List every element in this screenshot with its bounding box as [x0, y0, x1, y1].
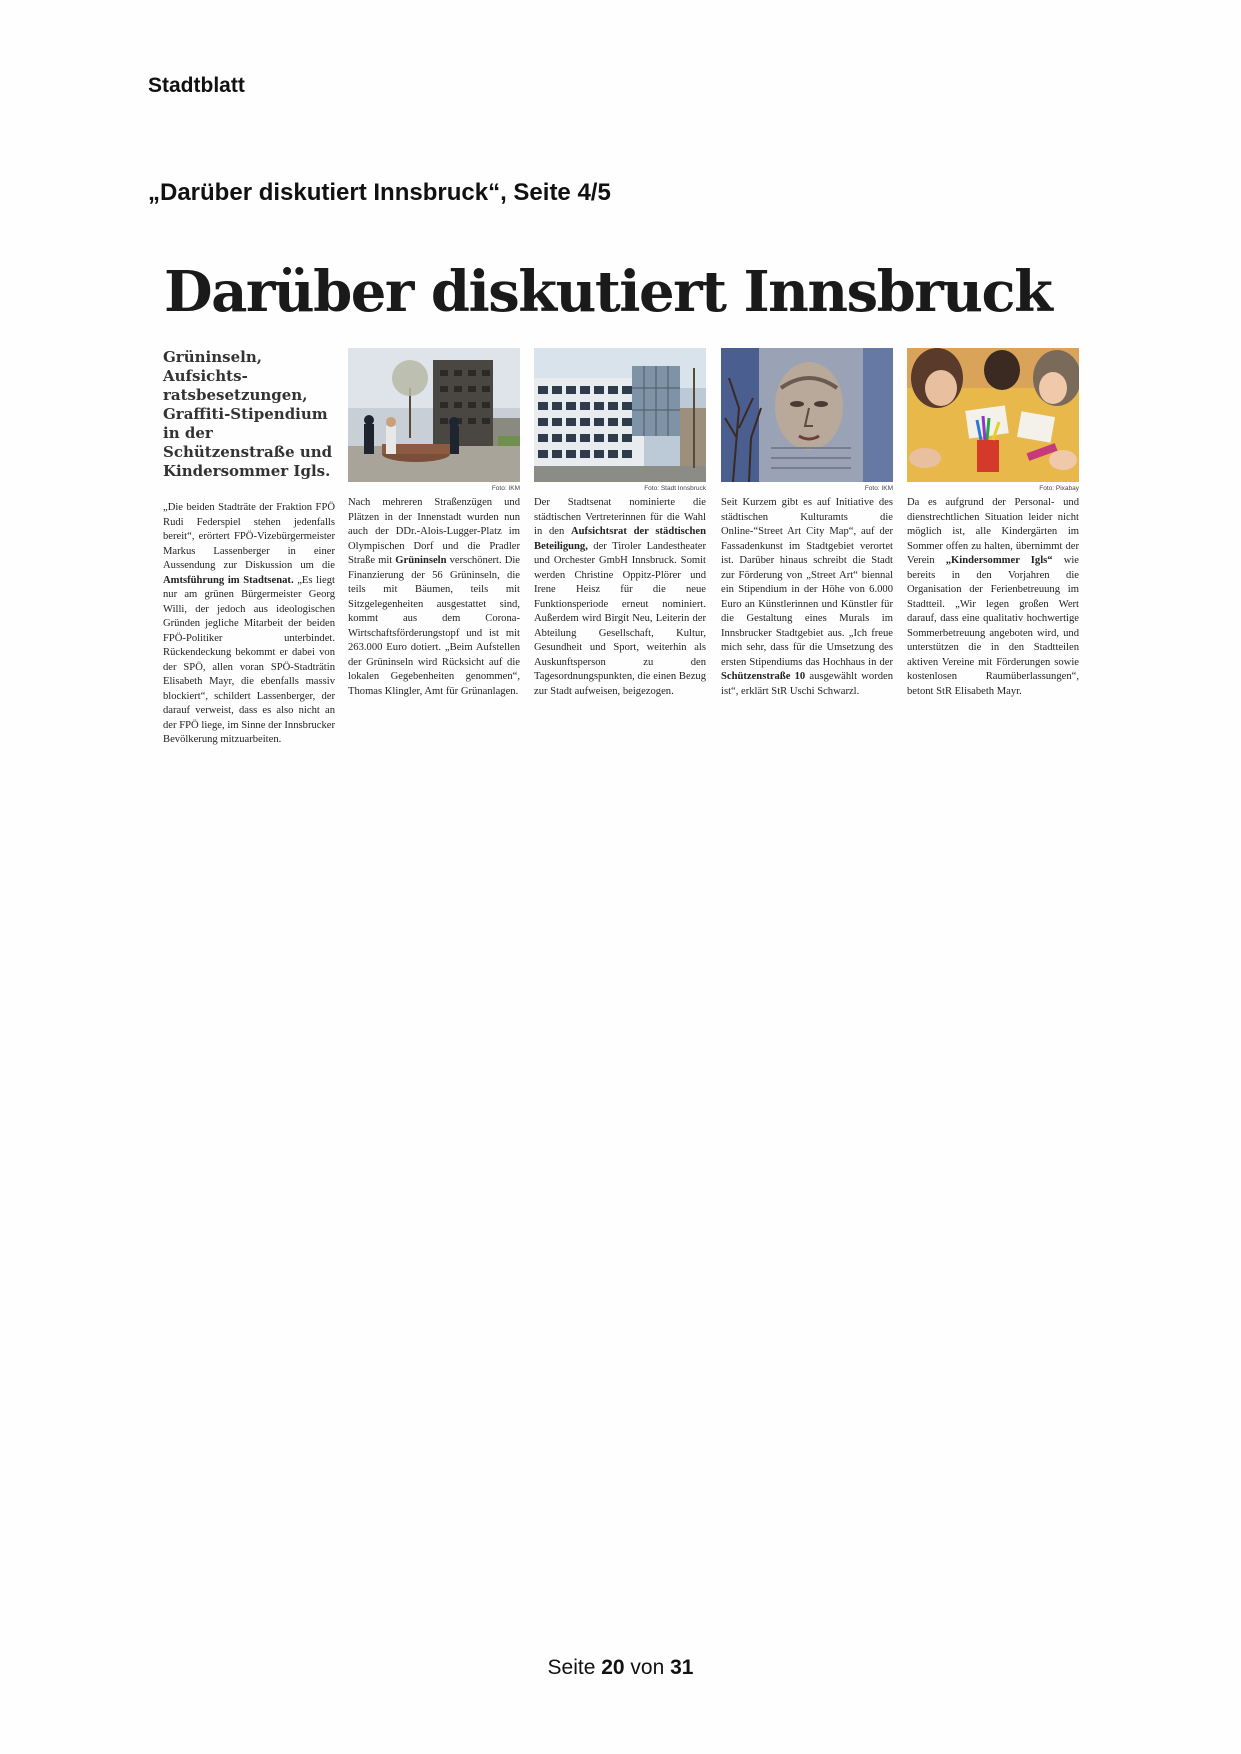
- newspaper-clipping: [158, 259, 1081, 745]
- article-headline: Darüber diskutiert Innsbruck: [164, 259, 1052, 325]
- photo-children-drawing: [907, 348, 1079, 482]
- article-column-1: [163, 348, 335, 745]
- photo-credit: Foto: IKM: [864, 485, 893, 492]
- photo-credit: Foto: Stadt Innsbruck: [644, 485, 706, 492]
- article-column-4: [721, 348, 893, 736]
- column-1-text: „Die beiden Stadträte der Fraktion FPÖ Rudi Federspiel stehen jedenfalls bereit“, erörtert FPÖ-Vizebürgermeister Markus Lassenberger in einer Aussendung zur Diskussion um die Amtsführung im Stadtsenat. „Es liegt nur am grünen Bürgermeister Georg Willi, der jedoch aus ideologischen Gründen jegliche Mitarbeit der beiden FPÖ-Politiker unterbindet. Rückendeckung bekommt er dabei von der SPÖ, allen voran SPÖ-Stadträtin Elisabeth Mayr, die ebenfalls massiv blockiert“, schildert Lassenberger, der darauf verweist, dass es also nicht an der FPÖ liege, im Sinne der Innsbrucker Bevölkerung mitzuarbeiten.: [163, 502, 335, 745]
- column-4-text: Seit Kurzem gibt es auf Initiative des städtischen Kulturamts die Online-“Street Art City Map“, auf der Fassadenkunst im Stadtgebiet verortet ist. Darüber hinaus schreibt die Stadt zur Förderung von „Street Art“ biennal ein Stipendium in der Höhe von 6.000 Euro an Künstlerinnen und Künstler für die Gestaltung eines Murals im Innsbrucker Stadtgebiet aus. „Ich freue mich sehr, dass für die Umsetzung des ersten Stipendiums das Hochhaus in der Schützenstraße 10 ausgewählt worden ist“, erklärt StR Uschi Schwarzl.: [721, 497, 893, 697]
- column-5-text: Da es aufgrund der Personal- und dienstrechtlichen Situation leider nicht möglich ist, alle Kindergärten im Sommer offen zu halten, übernimmt der Verein „Kindersommer Igls“ wie bereits in den Vorjahren die Organisation der Ferienbetreuung im Stadtteil. „Wir legen großen Wert darauf, dass eine qualitativ hochwertige Sommerbetreuung angeboten wird, und unterstützen die in den Stadtteilen aktiven Vereine mit Förderungen sowie kostenlosen Raumüberlassungen“, betont StR Elisabeth Mayr.: [907, 497, 1079, 697]
- column-2-text: Nach mehreren Straßenzügen und Plätzen in der Innenstadt wurden nun auch der DDr.-Alois-Lugger-Platz im Olympischen Dorf und die Pradler Straße mit Grüninseln verschönert. Die Finanzierung der 56 Grüninseln, die teils mit Bäumen, teils mit Sitzgelegenheiten ausgestattet sind, kommt aus dem Corona-Wirtschaftsförderungstopf und ist mit 263.000 Euro dotiert. „Beim Aufstellen der Grüninseln wird Rücksicht auf die lokalen Gegebenheiten genommen“, Thomas Klingler, Amt für Grünanlagen.: [348, 497, 520, 697]
- article-column-3: [534, 348, 706, 736]
- article-column-5: [907, 348, 1079, 736]
- article-intro: Grüninseln, Aufsichtsratsbesetzungen, Graffiti-Stipendium in der Schützenstraße und Kindersommer Igls.: [163, 348, 333, 480]
- photo-theatre-building: [534, 348, 706, 482]
- photo-green-islands: [348, 348, 520, 482]
- page-number: Seite 20 von 31: [547, 1656, 694, 1679]
- clip-title: „Darüber diskutiert Innsbruck“, Seite 4/5: [148, 179, 611, 206]
- article-column-2: [348, 348, 520, 736]
- publication-name: Stadtblatt: [148, 74, 245, 97]
- photo-credit: Foto: Pixabay: [1039, 485, 1079, 492]
- photo-street-art-mural: [721, 348, 893, 482]
- column-3-text: Der Stadtsenat nominierte die städtischen Vertreterinnen für die Wahl in den Aufsichtsrat der städtischen Beteiligung, der Tiroler Landestheater und Orchester GmbH Innsbruck. Somit werden Christine Oppitz-Plörer und Irene Heisz für die neue Funktionsperiode erneut nominiert. Außerdem wird Birgit Neu, Leiterin der Abteilung Gesellschaft, Kultur, Gesundheit und Sport, weiterhin als Auskunftsperson zu den Tagesordnungspunkten, die einen Bezug zur Stadt aufweisen, beigezogen.: [534, 497, 706, 697]
- photo-credit: Foto: IKM: [491, 485, 520, 492]
